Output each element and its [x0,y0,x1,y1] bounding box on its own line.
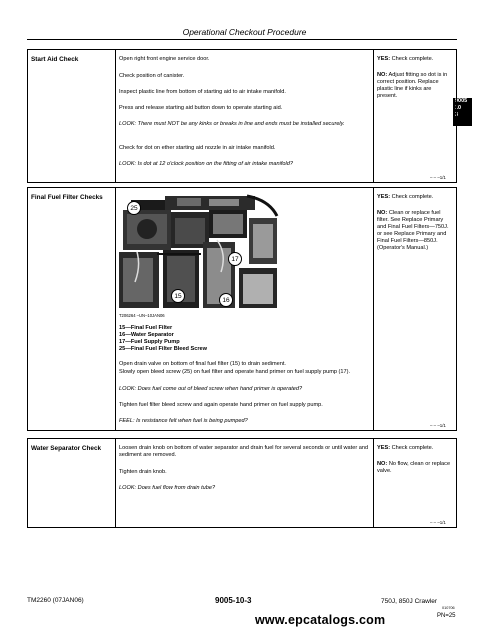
result-no [377,72,453,100]
step: Press and release starting aid button down to operate starting aid. [119,105,283,111]
result-no [377,461,453,475]
footer-doc-id: TM2260 (07JAN06) [27,597,84,604]
start-aid-check-label: Start Aid Check [31,56,79,63]
yes-text: Check complete. [391,445,434,451]
photo-caption: T206264 –UN–10JAN06 [119,313,165,318]
divider-vertical [373,187,374,431]
step: Check for dot on ether starting aid nozzle in air intake manifold. [119,145,276,151]
step: Loosen drain knob on bottom of water separator and drain fuel for several seconds or until water and sediment are removed. [119,445,369,458]
step: Tighten fuel filter bleed screw and again operate hand primer on fuel supply pump. [119,402,323,408]
yes-label: YES: [377,56,391,62]
yes-label: YES: [377,194,391,200]
result-yes [377,194,453,201]
continuation-mark: – – –1/1 [430,175,446,180]
no-label: NO: [377,461,388,467]
result-yes [377,445,453,452]
footer-code: 010706 [442,606,455,610]
yes-text: Check complete. [391,56,434,62]
header-rule [27,39,457,40]
divider-vertical [373,49,374,183]
look-step: LOOK: There must NOT be any kinks or breaks in line and ends must be installed securely. [119,121,345,127]
callout-25: 25 [127,201,141,215]
no-label: NO: [377,72,388,78]
callout-16: 16 [219,293,233,307]
divider-vertical [115,49,116,183]
callout-17: 17 [228,252,242,266]
legend-item: 17—Fuel Supply Pump [119,339,180,345]
step: Inspect plastic line from bottom of starting aid to air intake manifold. [119,89,286,95]
section-tab-line3: 3 [455,112,459,118]
footer-page-number: 9005-10-3 [215,596,252,605]
callout-15: 15 [171,289,185,303]
section-tab-line2: 10 [455,105,462,111]
step: Check position of canister. [119,73,185,79]
yes-label: YES: [377,445,391,451]
water-separator-label: Water Separator Check [31,445,102,452]
feel-step: FEEL: Is resistance felt when fuel is being pumped? [119,418,248,424]
footer-pn: PN=25 [437,613,456,619]
page-title: Operational Checkout Procedure [182,27,307,37]
result-no [377,210,453,252]
engine-photo [117,194,281,310]
divider-vertical [115,438,116,528]
step: Open right front engine service door. [119,56,210,62]
no-text: Adjust fitting so dot is in correct position. Replace plastic line if kinks are present. [377,72,448,99]
look-step: LOOK: Is dot at 12 o'clock position on the fitting of air intake manifold? [119,161,293,167]
step: Slowly open bleed screw (25) on fuel filter and operate hand primer on fuel supply pump (17). [119,369,351,375]
look-step: LOOK: Does fuel flow from drain tube? [119,485,216,491]
watermark: www.epcatalogs.com [255,613,386,627]
continuation-mark: – – –1/1 [430,423,446,428]
legend-item: 16—Water Separator [119,332,174,338]
step: Open drain valve on bottom of final fuel filter (15) to drain sediment. [119,361,286,367]
section-tab-line1: 9005 [455,98,468,104]
divider-vertical [373,438,374,528]
step: Tighten drain knob. [119,469,167,475]
yes-text: Check complete. [391,194,434,200]
legend-item: 15—Final Fuel Filter [119,325,173,331]
result-yes [377,56,453,63]
no-label: NO: [377,210,388,216]
no-text: Clean or replace fuel filter. See Replace Primary and Final Fuel Filters—750J. or see Replace Primary and Final Fuel Filters—850J. (Operator's Manual.) [377,210,449,251]
legend-item: 25—Final Fuel Filter Bleed Screw [119,346,207,352]
no-text: No flow, clean or replace valve. [377,461,451,474]
footer-model: 750J, 850J Crawler [381,598,437,605]
look-step: LOOK: Does fuel come out of bleed screw when hand primer is operated? [119,386,303,392]
continuation-mark: – – –1/1 [430,520,446,525]
divider-vertical [115,187,116,431]
final-fuel-filter-label: Final Fuel Filter Checks [31,194,103,201]
